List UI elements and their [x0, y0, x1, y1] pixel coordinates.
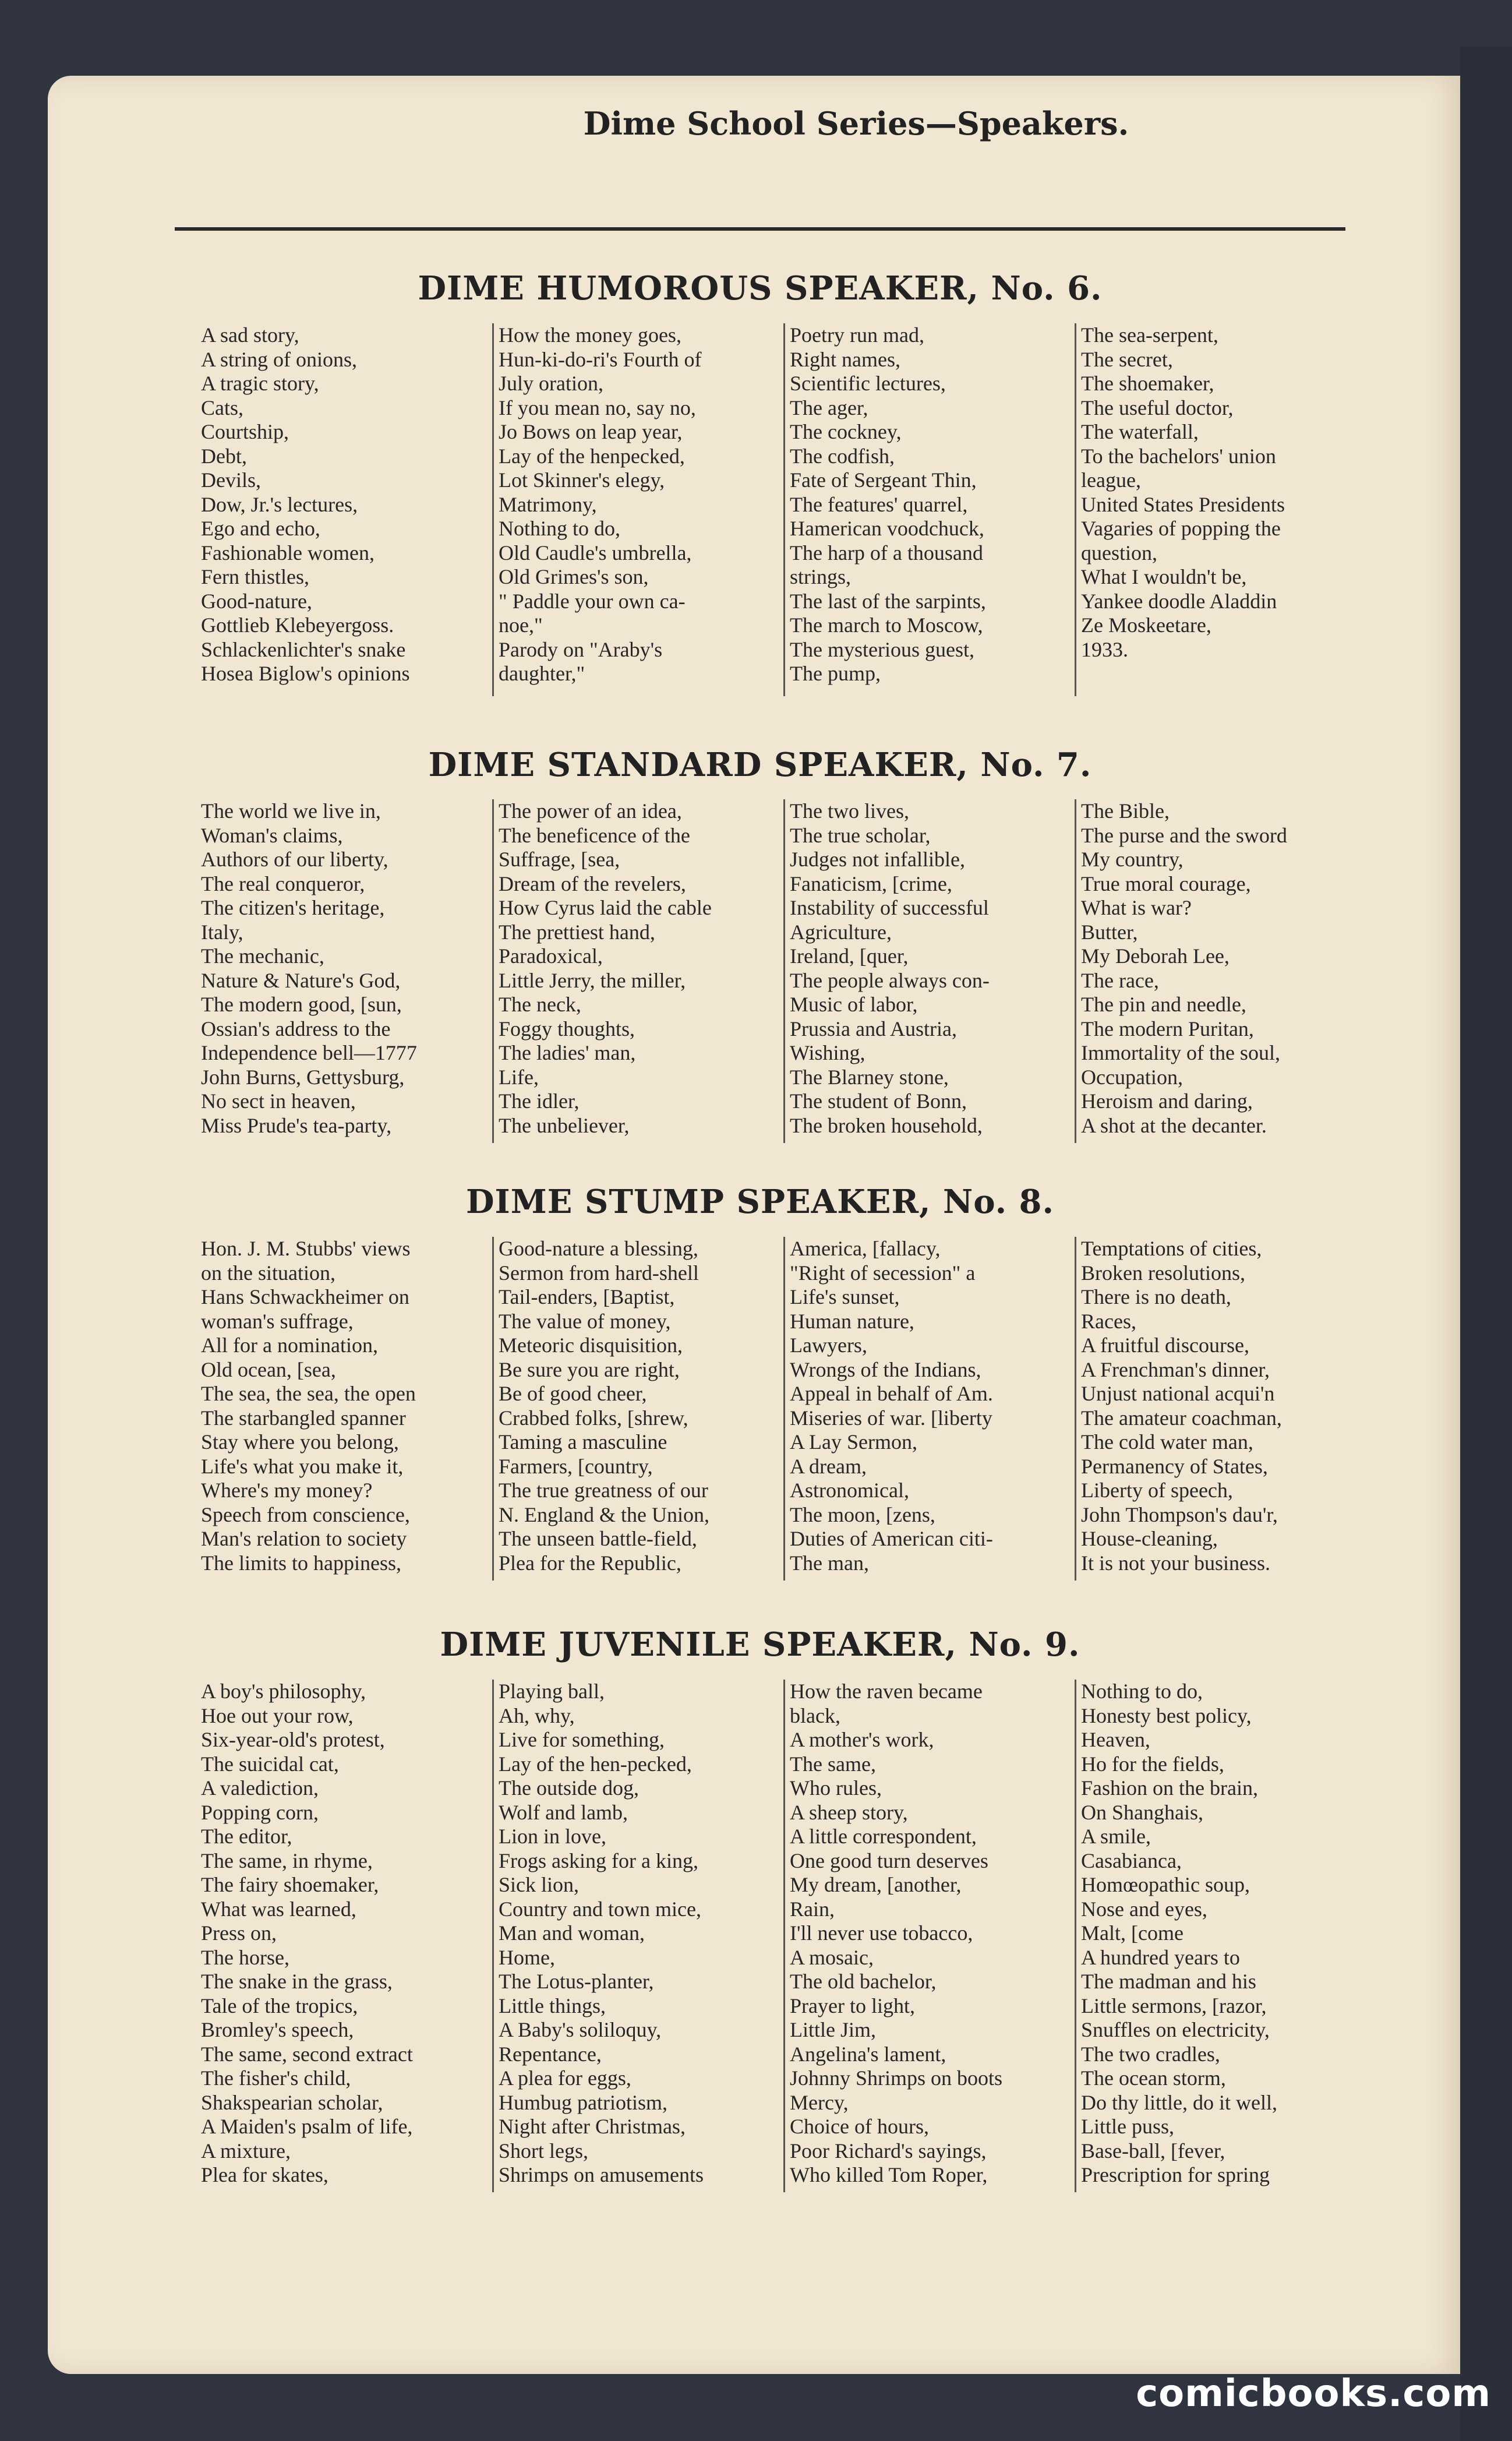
list-item: The old bachelor, [790, 1970, 937, 1993]
list-item: The ladies' man, [499, 1041, 636, 1064]
book-spine-edge [1460, 47, 1512, 2441]
list-item: Frogs asking for a king, [499, 1849, 698, 1872]
list-item: Nothing to do, [499, 517, 621, 540]
header-rule [175, 227, 1345, 231]
list-item: Nose and eyes, [1081, 1897, 1207, 1921]
list-item: 1933. [1081, 637, 1128, 661]
list-item: The useful doctor, [1081, 396, 1234, 419]
list-item: A shot at the decanter. [1081, 1113, 1267, 1137]
list-item: The broken household, [790, 1113, 983, 1137]
list-item: Little things, [499, 1994, 606, 2017]
list-item: Base-ball, [fever, [1081, 2139, 1225, 2163]
list-item: A Maiden's psalm of life, [201, 2115, 413, 2138]
list-item: The cold water man, [1081, 1430, 1253, 1454]
list-item: Miss Prude's tea-party, [201, 1113, 392, 1137]
list-item: Poetry run mad, [790, 323, 924, 347]
list-item: How Cyrus laid the cable [499, 896, 712, 919]
column [783, 1237, 1069, 1581]
page-header: Dime School Series—Speakers. [583, 105, 1129, 142]
list-item: Woman's claims, [201, 823, 343, 847]
list-item: The waterfall, [1081, 420, 1199, 443]
list-item: The secret, [1081, 347, 1173, 371]
list-item: The pump, [790, 662, 881, 685]
list-item: Honesty best policy, [1081, 1703, 1252, 1727]
list-item: Wrongs of the Indians, [790, 1357, 981, 1381]
list-item: A string of onions, [201, 347, 358, 371]
list-item: The ocean storm, [1081, 2066, 1226, 2090]
list-item: Malt, [come [1081, 1921, 1184, 1945]
list-item: Man's relation to society [201, 1527, 407, 1550]
list-item: league, [1081, 468, 1141, 492]
list-item: Unjust national acqui'n [1081, 1382, 1275, 1405]
list-item: Taming a masculine [499, 1430, 667, 1454]
list-item: A tragic story, [201, 372, 319, 395]
list-item: Casabianca, [1081, 1849, 1182, 1872]
list-item: The neck, [499, 993, 581, 1016]
list-item: Dow, Jr.'s lectures, [201, 492, 358, 516]
column [201, 799, 486, 1143]
list-item: Prussia and Austria, [790, 1017, 957, 1040]
list-item: Angelina's lament, [790, 2042, 946, 2066]
list-item: The unbeliever, [499, 1113, 630, 1137]
list-item: Life's what you make it, [201, 1454, 404, 1478]
list-item: black, [790, 1703, 840, 1727]
list-item: Appeal in behalf of Am. [790, 1382, 993, 1405]
column [1075, 323, 1360, 696]
list-item: N. England & the Union, [499, 1502, 709, 1526]
list-item: "Right of secession" a [790, 1261, 976, 1285]
list-item: Good-nature a blessing, [499, 1237, 698, 1260]
list-item: Ho for the fields, [1081, 1752, 1224, 1776]
column [1075, 1237, 1360, 1581]
list-item: My dream, [another, [790, 1873, 962, 1896]
list-item: The value of money, [499, 1309, 671, 1333]
list-item: Tale of the tropics, [201, 1994, 358, 2017]
list-item: question, [1081, 541, 1157, 565]
list-item: Yankee doodle Aladdin [1081, 589, 1277, 613]
list-item: Agriculture, [790, 920, 892, 944]
list-item: Homœopathic soup, [1081, 1873, 1250, 1896]
list-item: Plea for the Republic, [499, 1551, 681, 1575]
list-item: Plea for skates, [201, 2163, 328, 2186]
list-item: A dream, [790, 1454, 867, 1478]
list-item: The starbangled spanner [201, 1406, 406, 1430]
list-item: The march to Moscow, [790, 613, 983, 637]
list-item: What was learned, [201, 1897, 356, 1921]
list-item: Repentance, [499, 2042, 602, 2066]
list-item: Fashionable women, [201, 541, 375, 565]
list-item: Speech from conscience, [201, 1502, 410, 1526]
list-item: Italy, [201, 920, 243, 944]
list-item: Hans Schwackheimer on [201, 1285, 409, 1308]
list-item: The purse and the sword [1081, 823, 1287, 847]
list-item: Ah, why, [499, 1703, 575, 1727]
watermark: comicbooks.com [1136, 2372, 1491, 2415]
list-item: Occupation, [1081, 1065, 1183, 1089]
list-item: Sick lion, [499, 1873, 580, 1896]
list-item: Schlackenlichter's snake [201, 637, 406, 661]
list-item: The cockney, [790, 420, 902, 443]
list-item: I'll never use tobacco, [790, 1921, 973, 1945]
list-item: Who rules, [790, 1776, 882, 1800]
list-item: The modern good, [sun, [201, 993, 402, 1016]
list-item: Fate of Sergeant Thin, [790, 468, 977, 492]
column [201, 1680, 486, 2192]
section-title: DIME STUMP SPEAKER, No. 8. [465, 1183, 1055, 1221]
list-item: Fern thistles, [201, 565, 309, 588]
list-item: Devils, [201, 468, 261, 492]
list-item: The same, second extract [201, 2042, 413, 2066]
list-item: What I wouldn't be, [1081, 565, 1247, 588]
list-item: Ze Moskeetare, [1081, 613, 1211, 637]
list-item: The snake in the grass, [201, 1970, 393, 1993]
list-item: Foggy thoughts, [499, 1017, 635, 1040]
list-item: Six-year-old's protest, [201, 1728, 385, 1751]
list-item: Hosea Biglow's opinions [201, 662, 410, 685]
list-item: Popping corn, [201, 1800, 319, 1824]
list-item: A smile, [1081, 1825, 1151, 1848]
list-item: The last of the sarpints, [790, 589, 986, 613]
list-item: A Lay Sermon, [790, 1430, 917, 1454]
list-item: Johnny Shrimps on boots [790, 2066, 1003, 2090]
list-item: on the situation, [201, 1261, 335, 1285]
list-item: Immortality of the soul, [1081, 1041, 1280, 1064]
list-item: Stay where you belong, [201, 1430, 399, 1454]
list-item: A sad story, [201, 323, 299, 347]
list-item: On Shanghais, [1081, 1800, 1203, 1824]
column [201, 1237, 486, 1581]
list-item: Be sure you are right, [499, 1357, 680, 1381]
list-item: A Frenchman's dinner, [1081, 1357, 1270, 1381]
list-item: The amateur coachman, [1081, 1406, 1282, 1430]
column [783, 323, 1069, 696]
list-item: Tail-enders, [Baptist, [499, 1285, 675, 1308]
list-item: Rain, [790, 1897, 835, 1921]
list-item: Old Caudle's umbrella, [499, 541, 692, 565]
list-item: Where's my money? [201, 1479, 373, 1502]
list-item: Suffrage, [sea, [499, 848, 620, 871]
list-item: Fashion on the brain, [1081, 1776, 1258, 1800]
list-item: Shakspearian scholar, [201, 2090, 383, 2114]
list-item: Scientific lectures, [790, 372, 946, 395]
list-item: The fisher's child, [201, 2066, 351, 2090]
column [492, 1680, 778, 2192]
list-item: Sermon from hard-shell [499, 1261, 699, 1285]
list-item: The horse, [201, 1945, 289, 1969]
list-item: Hoe out your row, [201, 1703, 354, 1727]
list-item: Cats, [201, 396, 244, 419]
list-item: Wishing, [790, 1041, 865, 1064]
list-item: The harp of a thousand [790, 541, 983, 565]
list-item: Little sermons, [razor, [1081, 1994, 1267, 2017]
list-item: noe," [499, 613, 543, 637]
list-item: Short legs, [499, 2139, 589, 2163]
list-item: Heaven, [1081, 1728, 1150, 1751]
list-item: The limits to happiness, [201, 1551, 401, 1575]
list-item: The outside dog, [499, 1776, 639, 1800]
section-title: DIME HUMOROUS SPEAKER, No. 6. [418, 269, 1103, 308]
list-item: No sect in heaven, [201, 1089, 356, 1113]
list-item: Authors of our liberty, [201, 848, 388, 871]
list-item: Parody on "Araby's [499, 637, 663, 661]
section-title: DIME STANDARD SPEAKER, No. 7. [428, 746, 1092, 784]
list-item: The ager, [790, 396, 868, 419]
list-item: Good-nature, [201, 589, 312, 613]
list-item: Jo Bows on leap year, [499, 420, 683, 443]
column [492, 799, 778, 1143]
list-item: Home, [499, 1945, 555, 1969]
list-item: The world we live in, [201, 799, 381, 823]
list-item: To the bachelors' union [1081, 444, 1276, 468]
list-item: Miseries of war. [liberty [790, 1406, 992, 1430]
list-item: Man and woman, [499, 1921, 645, 1945]
list-item: Shrimps on amusements [499, 2163, 704, 2186]
list-item: The Bible, [1081, 799, 1170, 823]
column [1075, 799, 1360, 1143]
list-item: Ego and echo, [201, 517, 320, 540]
list-item: Lay of the hen-pecked, [499, 1752, 692, 1776]
list-item: strings, [790, 565, 852, 588]
list-item: The mysterious guest, [790, 637, 974, 661]
list-item: Lay of the henpecked, [499, 444, 685, 468]
list-item: The man, [790, 1551, 869, 1575]
list-item: A fruitful discourse, [1081, 1334, 1249, 1357]
list-item: True moral courage, [1081, 872, 1251, 895]
list-item: Old ocean, [sea, [201, 1357, 336, 1381]
list-item: Country and town mice, [499, 1897, 701, 1921]
list-item: A sheep story, [790, 1800, 908, 1824]
list-item: Judges not infallible, [790, 848, 965, 871]
list-item: Temptations of cities, [1081, 1237, 1262, 1260]
list-item: Night after Christmas, [499, 2115, 686, 2138]
list-item: Permanency of States, [1081, 1454, 1268, 1478]
list-item: Instability of successful [790, 896, 989, 919]
list-item: Choice of hours, [790, 2115, 929, 2138]
list-item: The student of Bonn, [790, 1089, 967, 1113]
column [492, 323, 778, 696]
list-item: Be of good cheer, [499, 1382, 647, 1405]
list-item: Duties of American citi- [790, 1527, 993, 1550]
list-item: July oration, [499, 372, 603, 395]
list-item: The codfish, [790, 444, 895, 468]
list-item: The prettiest hand, [499, 920, 655, 944]
section-columns [201, 323, 1360, 696]
list-item: Heroism and daring, [1081, 1089, 1253, 1113]
list-item: Prescription for spring [1081, 2163, 1270, 2186]
list-item: The idler, [499, 1089, 580, 1113]
column [1075, 1680, 1360, 2192]
list-item: Life, [499, 1065, 539, 1089]
list-item: The suicidal cat, [201, 1752, 339, 1776]
list-item: The modern Puritan, [1081, 1017, 1254, 1040]
list-item: Meteoric disquisition, [499, 1334, 683, 1357]
list-item: A mosaic, [790, 1945, 874, 1969]
list-item: A mixture, [201, 2139, 291, 2163]
list-item: Nature & Nature's God, [201, 968, 401, 992]
list-item: A valediction, [201, 1776, 319, 1800]
list-item: Courtship, [201, 420, 289, 443]
list-item: A mother's work, [790, 1728, 934, 1751]
list-item: Playing ball, [499, 1680, 605, 1703]
section-columns [201, 1680, 1360, 2192]
list-item: Matrimony, [499, 492, 597, 516]
list-item: A boy's philosophy, [201, 1680, 366, 1703]
list-item: Right names, [790, 347, 900, 371]
list-item: Debt, [201, 444, 247, 468]
list-item: One good turn deserves [790, 1849, 988, 1872]
list-item: Dream of the revelers, [499, 872, 686, 895]
list-item: Snuffles on electricity, [1081, 2018, 1270, 2041]
list-item: Poor Richard's sayings, [790, 2139, 987, 2163]
list-item: Paradoxical, [499, 944, 603, 968]
list-item: Crabbed folks, [shrew, [499, 1406, 688, 1430]
list-item: Ossian's address to the [201, 1017, 391, 1040]
list-item: The power of an idea, [499, 799, 682, 823]
list-item: United States Presidents [1081, 492, 1285, 516]
list-item: The people always con- [790, 968, 990, 992]
list-item: Press on, [201, 1921, 277, 1945]
list-item: woman's suffrage, [201, 1309, 354, 1333]
list-item: The citizen's heritage, [201, 896, 385, 919]
list-item: The sea, the sea, the open [201, 1382, 416, 1405]
list-item: The unseen battle-field, [499, 1527, 697, 1550]
list-item: There is no death, [1081, 1285, 1231, 1308]
list-item: A plea for eggs, [499, 2066, 631, 2090]
list-item: Music of labor, [790, 993, 918, 1016]
list-item: Human nature, [790, 1309, 914, 1333]
list-item: Lot Skinner's elegy, [499, 468, 665, 492]
list-item: Farmers, [country, [499, 1454, 653, 1478]
list-item: The race, [1081, 968, 1159, 992]
list-item: Hun-ki-do-ri's Fourth of [499, 347, 702, 371]
list-item: The sea-serpent, [1081, 323, 1218, 347]
list-item: Little Jim, [790, 2018, 876, 2041]
list-item: Mercy, [790, 2090, 849, 2114]
list-item: The two lives, [790, 799, 909, 823]
list-item: The Blarney stone, [790, 1065, 949, 1089]
list-item: Prayer to light, [790, 1994, 915, 2017]
list-item: Little Jerry, the miller, [499, 968, 686, 992]
list-item: How the raven became [790, 1680, 983, 1703]
section-title: DIME JUVENILE SPEAKER, No. 9. [440, 1625, 1080, 1664]
list-item: The moon, [zens, [790, 1502, 935, 1526]
list-item: The beneficence of the [499, 823, 690, 847]
list-item: Ireland, [quer, [790, 944, 909, 968]
list-item: Races, [1081, 1309, 1136, 1333]
list-item: Wolf and lamb, [499, 1800, 628, 1824]
list-item: The fairy shoemaker, [201, 1873, 379, 1896]
section-columns [201, 1237, 1360, 1581]
list-item: Gottlieb Klebeyergoss. [201, 613, 394, 637]
list-item: Vagaries of popping the [1081, 517, 1281, 540]
list-item: The editor, [201, 1825, 292, 1848]
list-item: The true greatness of our [499, 1479, 708, 1502]
list-item: The shoemaker, [1081, 372, 1214, 395]
list-item: Hamerican voodchuck, [790, 517, 984, 540]
list-item: Humbug patriotism, [499, 2090, 667, 2114]
list-item: It is not your business. [1081, 1551, 1271, 1575]
list-item: " Paddle your own ca- [499, 589, 686, 613]
list-item: Liberty of speech, [1081, 1479, 1233, 1502]
list-item: The same, in rhyme, [201, 1849, 373, 1872]
list-item: Little puss, [1081, 2115, 1174, 2138]
list-item: Bromley's speech, [201, 2018, 354, 2041]
list-item: Lion in love, [499, 1825, 606, 1848]
list-item: John Burns, Gettysburg, [201, 1065, 405, 1089]
list-item: Life's sunset, [790, 1285, 900, 1308]
list-item: Fanaticism, [crime, [790, 872, 952, 895]
list-item: Broken resolutions, [1081, 1261, 1245, 1285]
list-item: Astronomical, [790, 1479, 909, 1502]
list-item: A hundred years to [1081, 1945, 1240, 1969]
list-item: Old Grimes's son, [499, 565, 649, 588]
list-item: The same, [790, 1752, 876, 1776]
list-item: John Thompson's dau'r, [1081, 1502, 1278, 1526]
list-item: Do thy little, do it well, [1081, 2090, 1277, 2114]
list-item: All for a nomination, [201, 1334, 378, 1357]
list-item: The two cradles, [1081, 2042, 1220, 2066]
list-item: What is war? [1081, 896, 1192, 919]
list-item: The madman and his [1081, 1970, 1256, 1993]
list-item: The pin and needle, [1081, 993, 1246, 1016]
list-item: My country, [1081, 848, 1184, 871]
list-item: Independence bell—1777 [201, 1041, 417, 1064]
column [783, 799, 1069, 1143]
list-item: A Baby's soliloquy, [499, 2018, 662, 2041]
list-item: Hon. J. M. Stubbs' views [201, 1237, 411, 1260]
column [492, 1237, 778, 1581]
list-item: How the money goes, [499, 323, 681, 347]
section-columns [201, 799, 1360, 1143]
list-item: Lawyers, [790, 1334, 867, 1357]
list-item: A little correspondent, [790, 1825, 977, 1848]
column [201, 323, 486, 696]
list-item: The Lotus-planter, [499, 1970, 654, 1993]
list-item: If you mean no, say no, [499, 396, 696, 419]
list-item: daughter," [499, 662, 585, 685]
list-item: Butter, [1081, 920, 1138, 944]
column [783, 1680, 1069, 2192]
list-item: The mechanic, [201, 944, 324, 968]
list-item: The true scholar, [790, 823, 931, 847]
list-item: Who killed Tom Roper, [790, 2163, 988, 2186]
list-item: The features' quarrel, [790, 492, 968, 516]
list-item: My Deborah Lee, [1081, 944, 1230, 968]
list-item: Live for something, [499, 1728, 665, 1751]
list-item: The real conqueror, [201, 872, 365, 895]
list-item: House-cleaning, [1081, 1527, 1218, 1550]
list-item: America, [fallacy, [790, 1237, 941, 1260]
list-item: Nothing to do, [1081, 1680, 1203, 1703]
